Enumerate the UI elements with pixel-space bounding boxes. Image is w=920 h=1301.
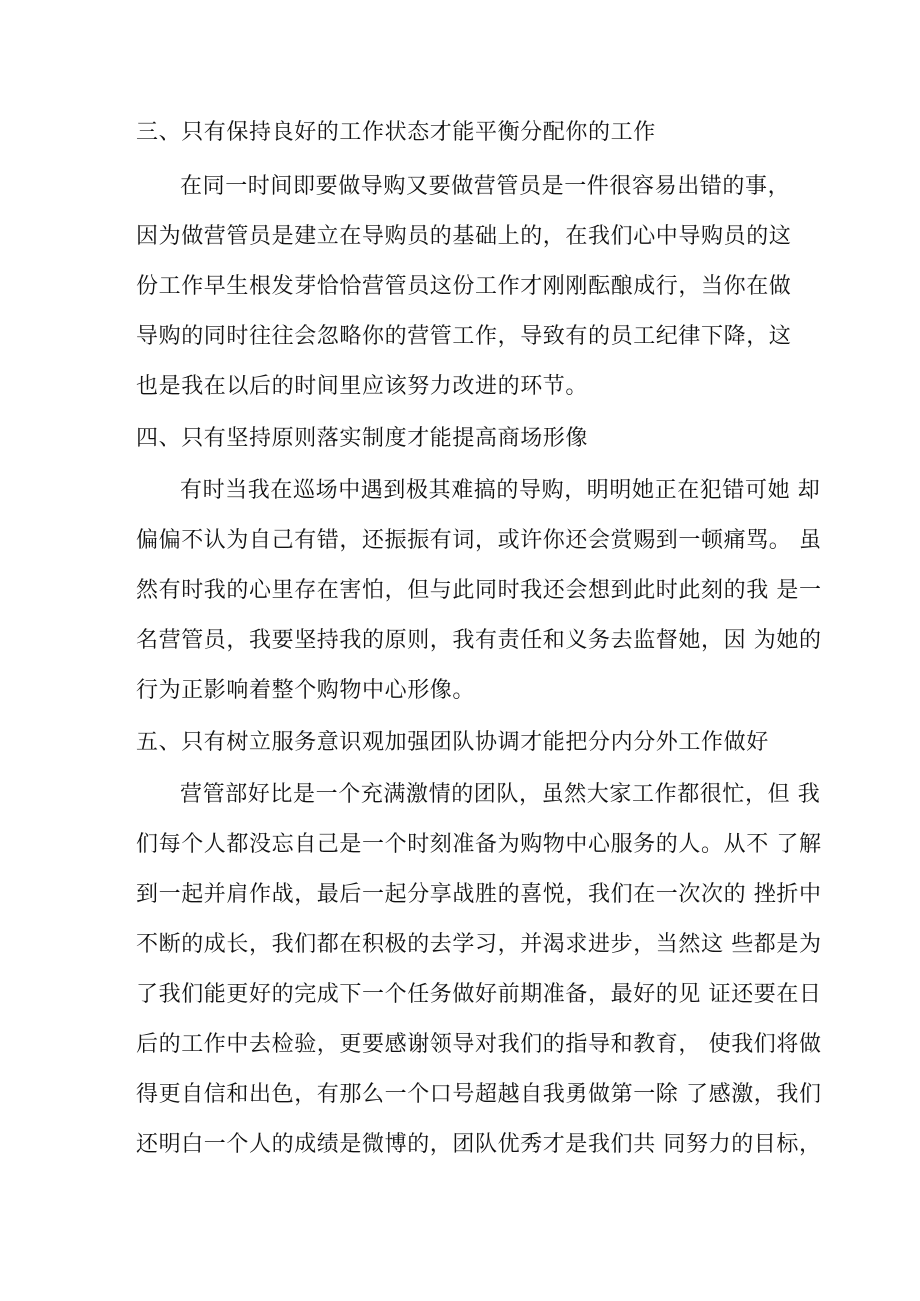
paragraph-line: 也是我在以后的时间里应该努力改进的环节。: [136, 374, 589, 399]
paragraph-line: 份工作早生根发芽恰恰营管员这份工作才刚刚酝酿成行，当你在做: [136, 274, 792, 299]
paragraph-line: 了我们能更好的完成下一个任务做好前期准备，最好的见 证还要在日: [136, 982, 822, 1007]
paragraph-line: 营管部好比是一个充满激情的团队，虽然大家工作都很忙，但 我: [180, 782, 821, 807]
paragraph-line: 到一起并肩作战，最后一起分享战胜的喜悦，我们在一次次的 挫折中: [136, 882, 822, 907]
paragraph-line: 得更自信和出色，有那么一个口号超越自我勇做第一除 了感激，我们: [136, 1082, 822, 1107]
section-heading-5: 五、只有树立服务意识观加强团队协调才能把分内分外工作做好: [136, 730, 769, 755]
section-heading-3: 三、只有保持良好的工作状态才能平衡分配你的工作: [136, 120, 656, 145]
paragraph-line: 还明白一个人的成绩是微博的，团队优秀才是我们共 同努力的目标，: [136, 1132, 822, 1157]
paragraph-line: 不断的成长，我们都在积极的去学习，并渴求进步，当然这 些都是为: [136, 932, 822, 957]
paragraph-line: 导购的同时往往会忽略你的营管工作，导致有的员工纪律下降，这: [136, 324, 792, 349]
paragraph-line: 们每个人都没忘自己是一个时刻准备为购物中心服务的人。从不 了解: [136, 832, 822, 857]
paragraph-line: 后的工作中去检验，更要感谢领导对我们的指导和教育， 使我们将做: [136, 1032, 822, 1057]
paragraph-line: 偏偏不认为自己有错，还振振有词，或许你还会赏赐到一顿痛骂。 虽: [136, 528, 822, 553]
paragraph-line: 行为正影响着整个购物中心形像。: [136, 678, 476, 703]
paragraph-line: 名营管员，我要坚持我的原则，我有责任和义务去监督她，因 为她的: [136, 628, 822, 653]
paragraph-line: 因为做营管员是建立在导购员的基础上的，在我们心中导购员的这: [136, 224, 792, 249]
paragraph-line: 然有时我的心里存在害怕，但与此同时我还会想到此时此刻的我 是一: [136, 578, 822, 603]
paragraph-line: 在同一时间即要做导购又要做营管员是一件很容易出错的事，: [180, 174, 791, 199]
section-heading-4: 四、只有坚持原则落实制度才能提高商场形像: [136, 426, 589, 451]
paragraph-line: 有时当我在巡场中遇到极其难搞的导购，明明她正在犯错可她 却: [180, 478, 821, 503]
